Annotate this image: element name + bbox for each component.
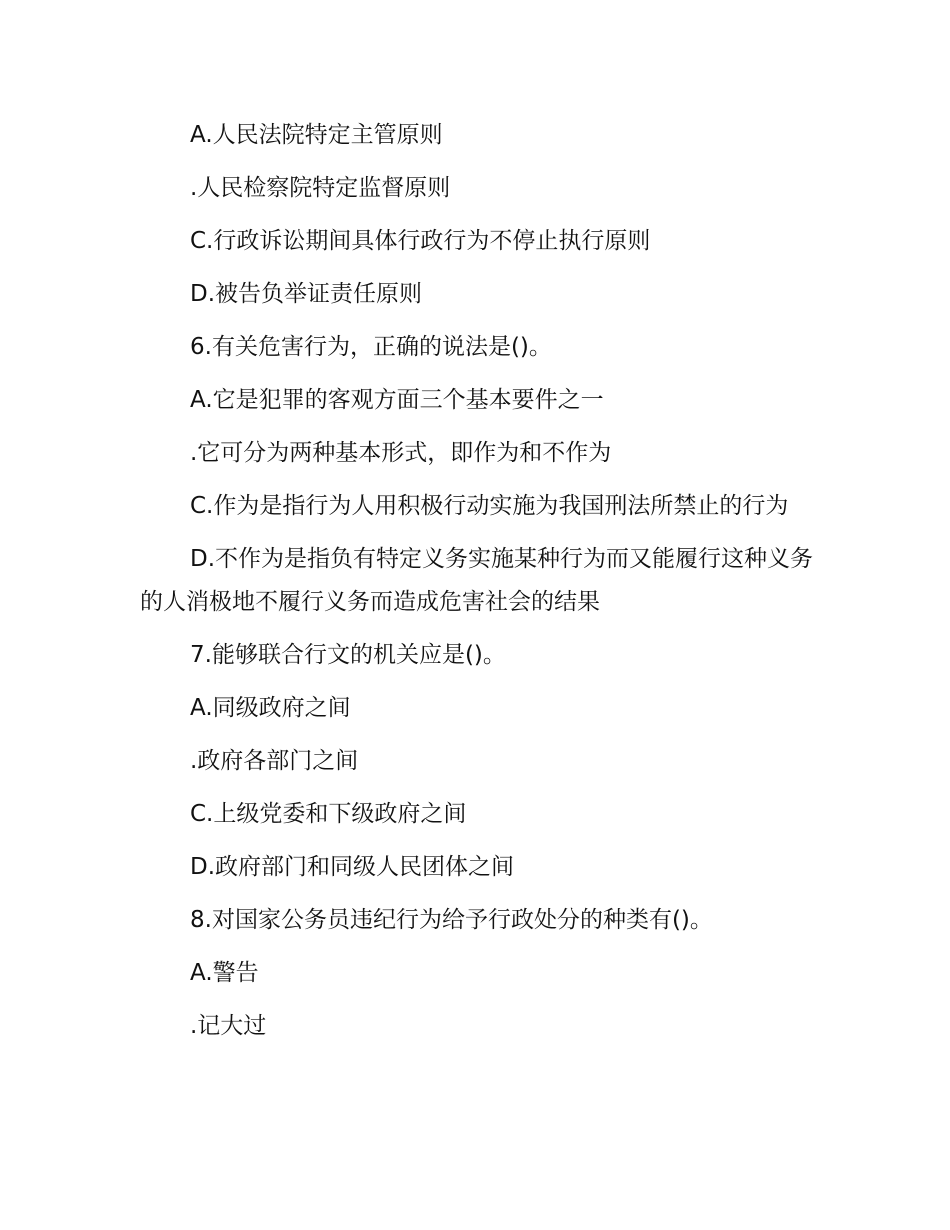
question-7-option-a: A.同级政府之间: [190, 695, 351, 721]
question-8-option-a: A.警告: [190, 960, 259, 986]
question-8-option-b: .记大过: [190, 1013, 267, 1039]
question-7-option-d: D.政府部门和同级人民团体之间: [190, 854, 515, 880]
question-8: 8.对国家公务员违纪行为给予行政处分的种类有()。: [190, 907, 713, 933]
question-6-option-b: .它可分为两种基本形式，即作为和不作为: [190, 440, 612, 466]
question-7-option-c: C.上级党委和下级政府之间: [190, 801, 467, 827]
option-c-litigation-principle: C.行政诉讼期间具体行政行为不停止执行原则: [190, 228, 651, 254]
option-b-procuratorate-principle: .人民检察院特定监督原则: [190, 175, 451, 201]
question-6-option-a: A.它是犯罪的客观方面三个基本要件之一: [190, 387, 604, 413]
option-d-burden-of-proof: D.被告负举证责任原则: [190, 281, 423, 307]
option-a-court-principle: A.人民法院特定主管原则: [190, 122, 443, 148]
question-6: 6.有关危害行为，正确的说法是()。: [190, 334, 552, 360]
question-6-option-c: C.作为是指行为人用积极行动实施为我国刑法所禁止的行为: [190, 493, 789, 519]
question-7-option-b: .政府各部门之间: [190, 748, 359, 774]
document-body: [140, 114, 814, 1058]
question-7: 7.能够联合行文的机关应是()。: [190, 642, 506, 668]
question-6-option-d: D.不作为是指负有特定义务实施某种行为而又能履行这种义务的人消极地不履行义务而造成危害社会的结果: [140, 546, 814, 615]
